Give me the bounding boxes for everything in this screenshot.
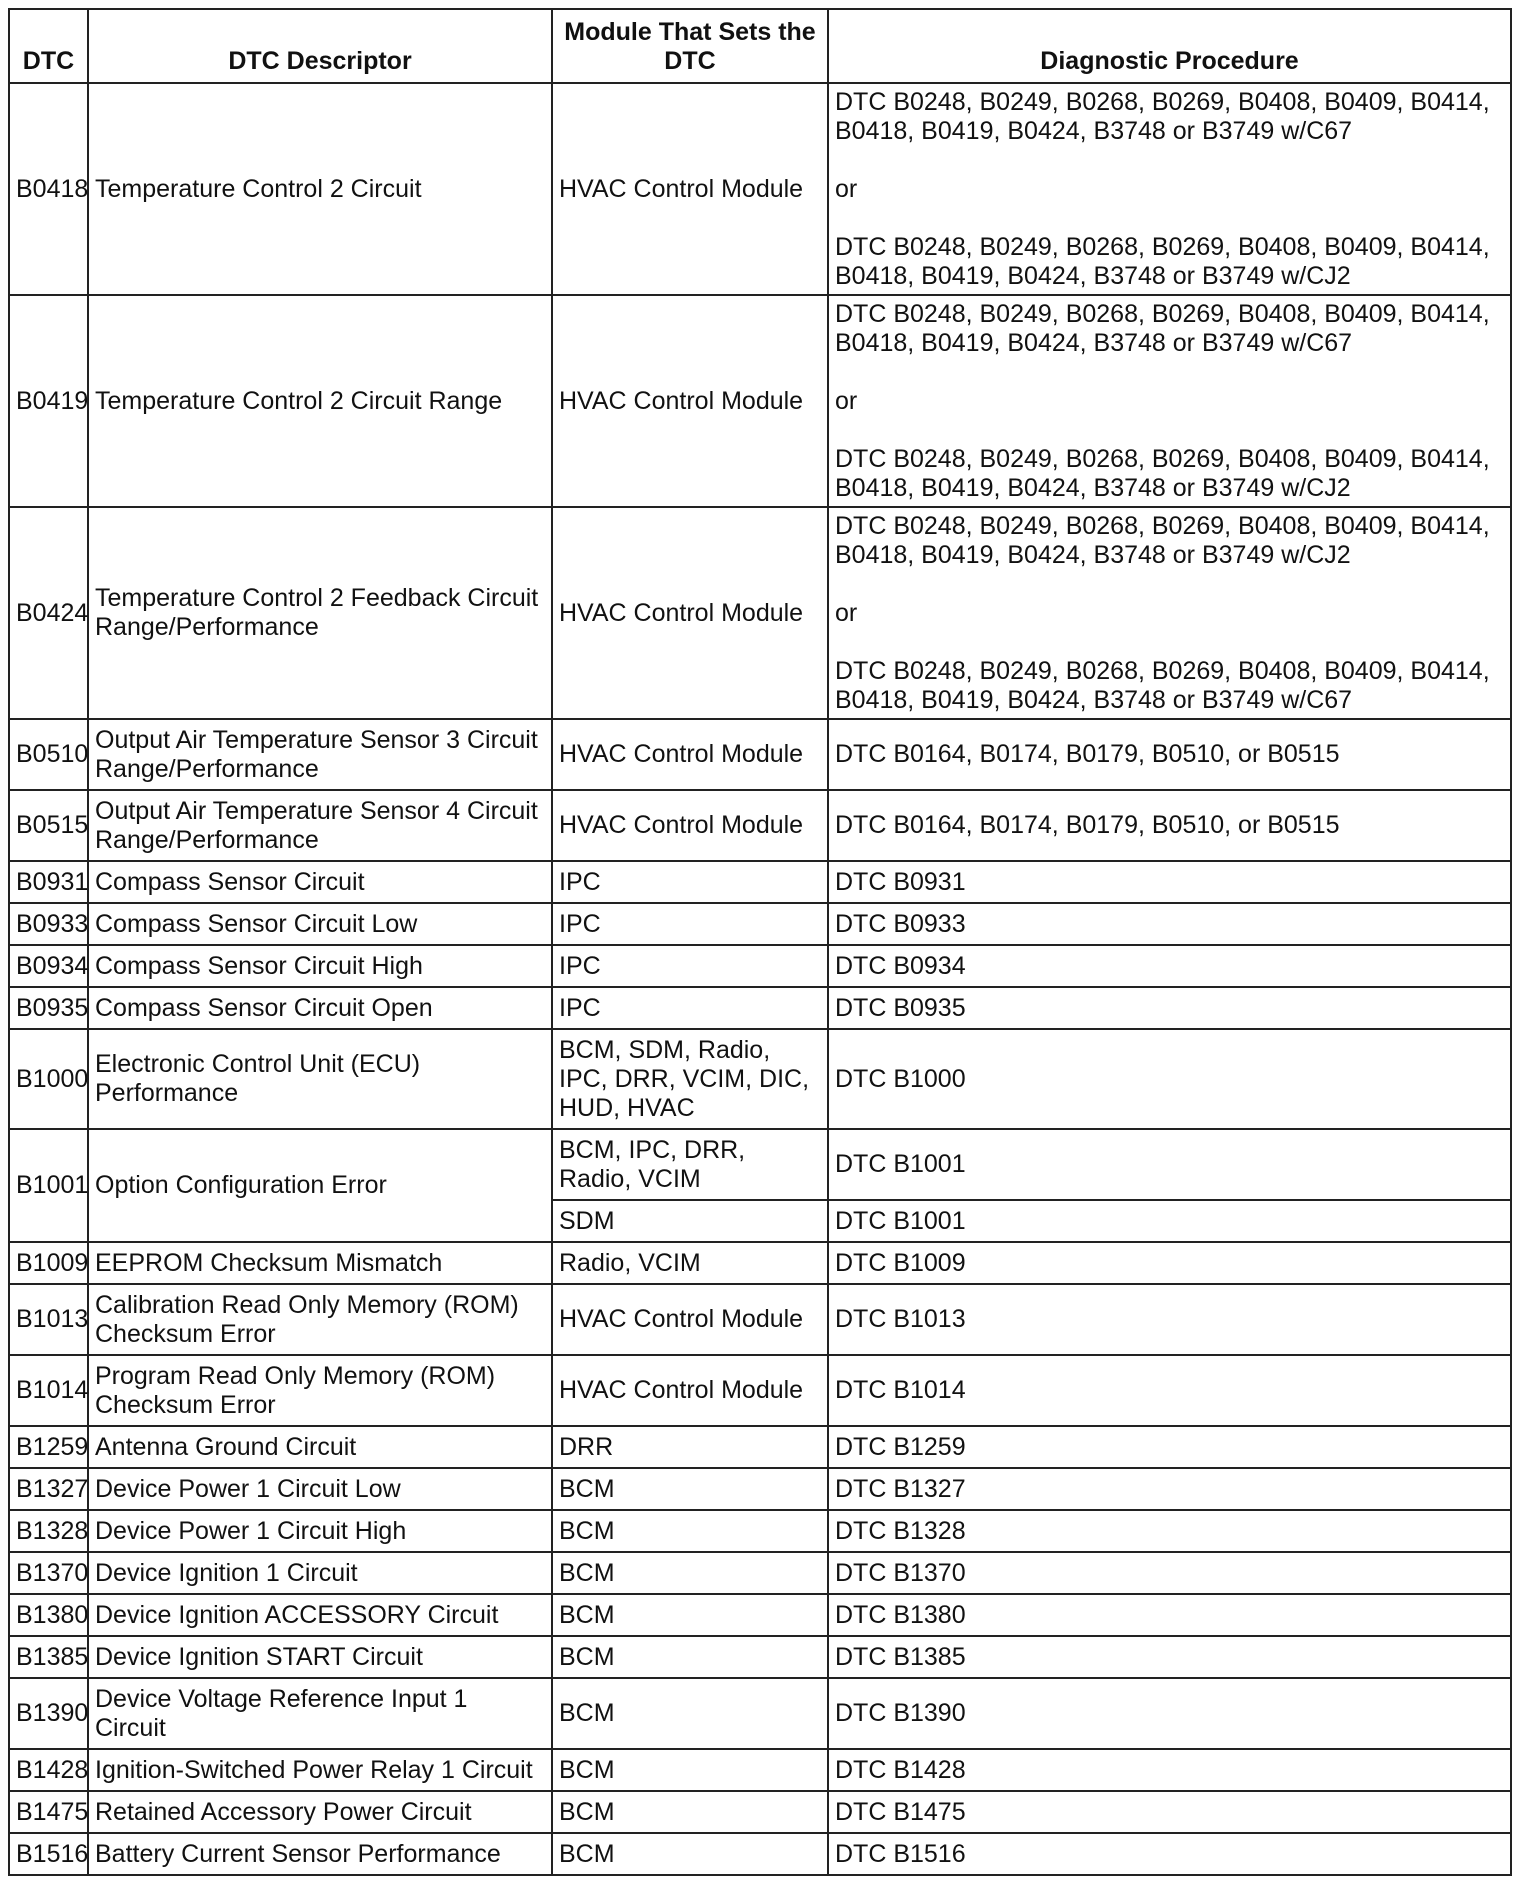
table-row	[9, 1833, 1511, 1875]
descriptor-cell: Device Power 1 Circuit High	[88, 1510, 552, 1552]
descriptor-cell: Temperature Control 2 Circuit Range	[88, 295, 552, 507]
dtc-cell: B0933	[9, 903, 88, 945]
table-row	[9, 1355, 1511, 1426]
descriptor-cell: Battery Current Sensor Performance	[88, 1833, 552, 1875]
dtc-cell: B1013	[9, 1284, 88, 1355]
procedure-cell: DTC B0931	[828, 861, 1511, 903]
procedure-cell: DTC B1475	[828, 1791, 1511, 1833]
dtc-cell: B1370	[9, 1552, 88, 1594]
module-cell: BCM, IPC, DRR, Radio, VCIM	[552, 1129, 828, 1200]
dtc-cell: B1385	[9, 1636, 88, 1678]
table-row	[9, 1129, 1511, 1200]
table-row	[9, 987, 1511, 1029]
procedure-cell: DTC B0935	[828, 987, 1511, 1029]
descriptor-cell: Temperature Control 2 Circuit	[88, 83, 552, 295]
header-procedure: Diagnostic Procedure	[828, 9, 1511, 83]
module-cell: BCM	[552, 1594, 828, 1636]
procedure-cell: DTC B1259	[828, 1426, 1511, 1468]
procedure-cell: DTC B1390	[828, 1678, 1511, 1749]
dtc-cell: B1516	[9, 1833, 88, 1875]
dtc-cell: B0418	[9, 83, 88, 295]
descriptor-cell: Device Ignition 1 Circuit	[88, 1552, 552, 1594]
descriptor-cell: Device Power 1 Circuit Low	[88, 1468, 552, 1510]
module-cell: DRR	[552, 1426, 828, 1468]
procedure-cell: DTC B0248, B0249, B0268, B0269, B0408, B0409, B0414, B0418, B0419, B0424, B3748 or B3749 w/C67 or DTC B0248, B0249, B0268, B0269, B0408, B0409, B0414, B0418, B0419, B0424, B3748 or B3749 w/CJ2	[828, 83, 1511, 295]
module-cell: IPC	[552, 945, 828, 987]
module-cell: BCM	[552, 1791, 828, 1833]
table-row	[9, 861, 1511, 903]
dtc-cell: B1259	[9, 1426, 88, 1468]
descriptor-cell: Retained Accessory Power Circuit	[88, 1791, 552, 1833]
procedure-cell: DTC B1013	[828, 1284, 1511, 1355]
module-cell: BCM	[552, 1468, 828, 1510]
dtc-cell: B0510	[9, 719, 88, 790]
dtc-cell: B0515	[9, 790, 88, 861]
dtc-cell: B0931	[9, 861, 88, 903]
header-module: Module That Sets the DTC	[552, 9, 828, 83]
descriptor-cell: Compass Sensor Circuit Low	[88, 903, 552, 945]
procedure-cell: DTC B1428	[828, 1749, 1511, 1791]
procedure-cell: DTC B1327	[828, 1468, 1511, 1510]
descriptor-cell: Calibration Read Only Memory (ROM) Checksum Error	[88, 1284, 552, 1355]
module-cell: Radio, VCIM	[552, 1242, 828, 1284]
table-row	[9, 1791, 1511, 1833]
dtc-cell: B1000	[9, 1029, 88, 1129]
table-row	[9, 1749, 1511, 1791]
descriptor-cell: Output Air Temperature Sensor 4 Circuit Range/Performance	[88, 790, 552, 861]
dtc-cell: B1390	[9, 1678, 88, 1749]
module-cell: IPC	[552, 903, 828, 945]
descriptor-cell: Device Ignition START Circuit	[88, 1636, 552, 1678]
module-cell: BCM	[552, 1833, 828, 1875]
header-dtc: DTC	[9, 9, 88, 83]
module-cell: BCM	[552, 1552, 828, 1594]
module-cell: BCM	[552, 1749, 828, 1791]
table-row	[9, 1242, 1511, 1284]
module-cell: HVAC Control Module	[552, 295, 828, 507]
dtc-cell: B1327	[9, 1468, 88, 1510]
module-cell: BCM	[552, 1510, 828, 1552]
procedure-cell: DTC B1000	[828, 1029, 1511, 1129]
module-cell: IPC	[552, 861, 828, 903]
table-row	[9, 83, 1511, 295]
procedure-cell: DTC B1014	[828, 1355, 1511, 1426]
descriptor-cell: Compass Sensor Circuit Open	[88, 987, 552, 1029]
table-row	[9, 790, 1511, 861]
module-cell: HVAC Control Module	[552, 1284, 828, 1355]
procedure-cell: DTC B0164, B0174, B0179, B0510, or B0515	[828, 719, 1511, 790]
dtc-cell: B0424	[9, 507, 88, 719]
table-header-row	[9, 9, 1511, 83]
procedure-cell: DTC B0934	[828, 945, 1511, 987]
dtc-cell: B1428	[9, 1749, 88, 1791]
dtc-cell: B1475	[9, 1791, 88, 1833]
table-row	[9, 1678, 1511, 1749]
table-row	[9, 719, 1511, 790]
table-row	[9, 1029, 1511, 1129]
table-row	[9, 1426, 1511, 1468]
module-cell: IPC	[552, 987, 828, 1029]
descriptor-cell: Electronic Control Unit (ECU) Performance	[88, 1029, 552, 1129]
descriptor-cell: Device Ignition ACCESSORY Circuit	[88, 1594, 552, 1636]
procedure-cell: DTC B1385	[828, 1636, 1511, 1678]
dtc-cell: B0419	[9, 295, 88, 507]
module-cell: BCM	[552, 1636, 828, 1678]
dtc-cell: B1009	[9, 1242, 88, 1284]
procedure-cell: DTC B1328	[828, 1510, 1511, 1552]
dtc-cell: B1380	[9, 1594, 88, 1636]
table-row	[9, 507, 1511, 719]
procedure-cell: DTC B0933	[828, 903, 1511, 945]
procedure-cell: DTC B1516	[828, 1833, 1511, 1875]
table-row	[9, 1510, 1511, 1552]
module-cell: HVAC Control Module	[552, 790, 828, 861]
procedure-cell: DTC B0248, B0249, B0268, B0269, B0408, B0409, B0414, B0418, B0419, B0424, B3748 or B3749 w/C67 or DTC B0248, B0249, B0268, B0269, B0408, B0409, B0414, B0418, B0419, B0424, B3748 or B3749 w/CJ2	[828, 295, 1511, 507]
table-row	[9, 1594, 1511, 1636]
procedure-cell: DTC B1009	[828, 1242, 1511, 1284]
descriptor-cell: Device Voltage Reference Input 1 Circuit	[88, 1678, 552, 1749]
dtc-cell: B0935	[9, 987, 88, 1029]
table-row	[9, 1284, 1511, 1355]
procedure-cell: DTC B0248, B0249, B0268, B0269, B0408, B0409, B0414, B0418, B0419, B0424, B3748 or B3749 w/CJ2 or DTC B0248, B0249, B0268, B0269, B0408, B0409, B0414, B0418, B0419, B0424, B3748 or B3749 w/C67	[828, 507, 1511, 719]
descriptor-cell: Antenna Ground Circuit	[88, 1426, 552, 1468]
procedure-cell: DTC B1001	[828, 1129, 1511, 1200]
dtc-cell: B1328	[9, 1510, 88, 1552]
table-row	[9, 945, 1511, 987]
descriptor-cell: Temperature Control 2 Feedback Circuit Range/Performance	[88, 507, 552, 719]
descriptor-cell: EEPROM Checksum Mismatch	[88, 1242, 552, 1284]
descriptor-cell: Program Read Only Memory (ROM) Checksum Error	[88, 1355, 552, 1426]
procedure-cell: DTC B1380	[828, 1594, 1511, 1636]
descriptor-cell: Option Configuration Error	[88, 1129, 552, 1242]
procedure-cell: DTC B0164, B0174, B0179, B0510, or B0515	[828, 790, 1511, 861]
dtc-cell: B1014	[9, 1355, 88, 1426]
module-cell: HVAC Control Module	[552, 507, 828, 719]
dtc-cell: B0934	[9, 945, 88, 987]
module-cell: HVAC Control Module	[552, 1355, 828, 1426]
descriptor-cell: Compass Sensor Circuit	[88, 861, 552, 903]
descriptor-cell: Ignition-Switched Power Relay 1 Circuit	[88, 1749, 552, 1791]
module-cell: SDM	[552, 1200, 828, 1242]
module-cell: BCM, SDM, Radio, IPC, DRR, VCIM, DIC, HUD, HVAC	[552, 1029, 828, 1129]
table-row	[9, 1636, 1511, 1678]
table-row	[9, 1468, 1511, 1510]
module-cell: HVAC Control Module	[552, 83, 828, 295]
descriptor-cell: Compass Sensor Circuit High	[88, 945, 552, 987]
procedure-cell: DTC B1001	[828, 1200, 1511, 1242]
dtc-cell: B1001	[9, 1129, 88, 1242]
module-cell: BCM	[552, 1678, 828, 1749]
table-row	[9, 295, 1511, 507]
module-cell: HVAC Control Module	[552, 719, 828, 790]
table-row	[9, 903, 1511, 945]
dtc-table	[8, 8, 1512, 1876]
header-descriptor: DTC Descriptor	[88, 9, 552, 83]
table-row	[9, 1552, 1511, 1594]
descriptor-cell: Output Air Temperature Sensor 3 Circuit Range/Performance	[88, 719, 552, 790]
procedure-cell: DTC B1370	[828, 1552, 1511, 1594]
